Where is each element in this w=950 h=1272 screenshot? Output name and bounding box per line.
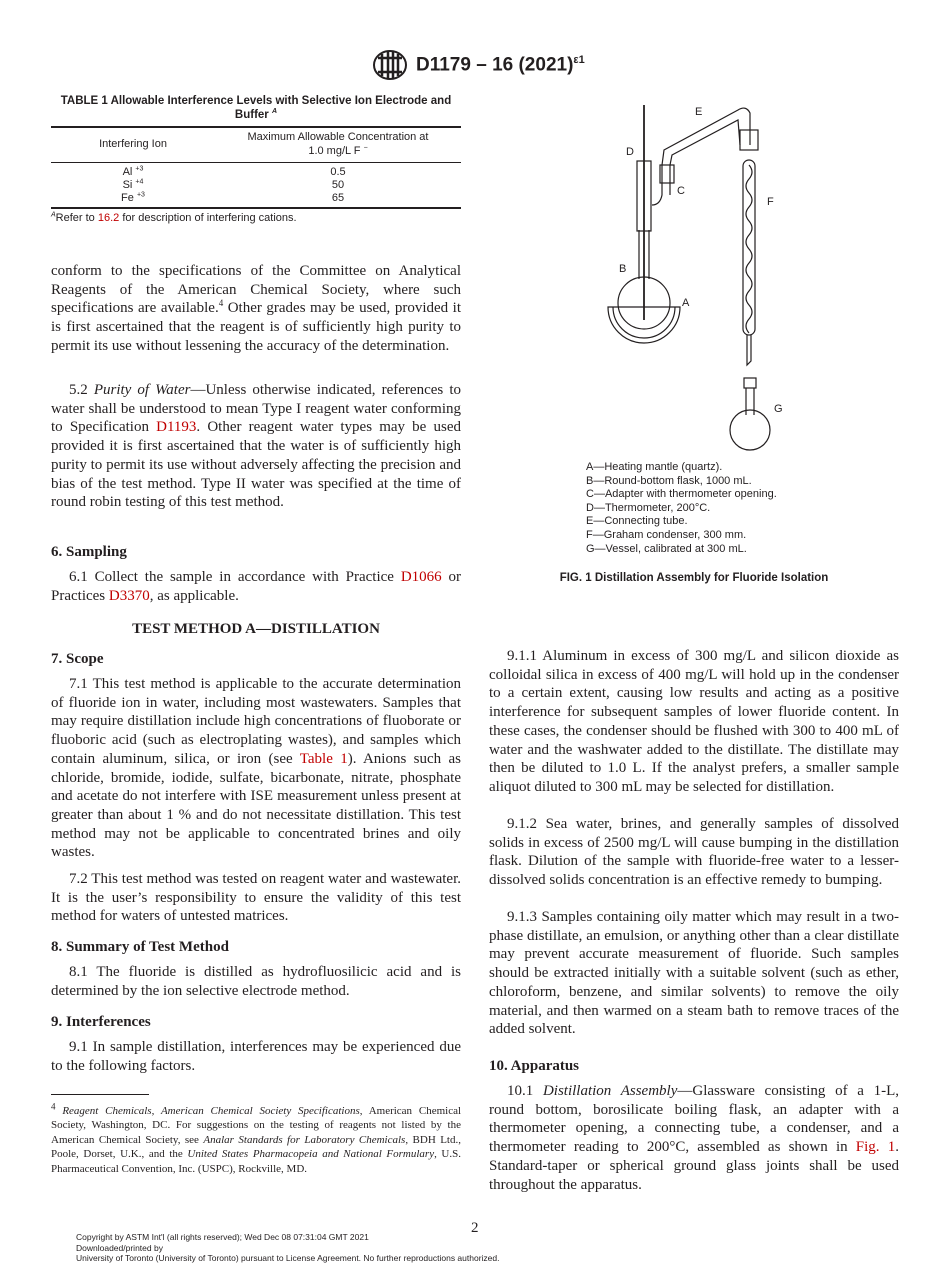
paragraph [489,1082,899,1194]
paragraph [51,381,461,512]
col2-sup: − [363,144,368,152]
footnote [51,1101,462,1176]
text-run: 8. Summary of Test Method [51,939,229,955]
text-run: or Practices [51,569,462,604]
paragraph [51,568,461,605]
text-run: 9.1.1 Aluminum in excess of 300 mg/L and silicon dioxide as colloidal silica in excess of 400 mg/L will hold up in the condenser to a certain extent, causing low results and acting as a positive interference for subsequent samples of lower fluoride content. In these cases, the condenser should be flushed with 300 to 400 mL of water and the washwater added to the distillate. The distillate may then be diluted to 1.0 L. If the analyst prefers, a smaller sample aliquot diluted to 300 mL may be selected for distillation. [489,648,899,795]
text-run: , as applicable. [149,587,239,604]
text-run: , U.S. Pharmaceutical Convention, Inc. (USPC), Rockville, MD. [51,1148,461,1175]
note-text: Refer to [55,212,98,224]
value: 0.5 [330,166,346,178]
legend-item: C—Adapter with thermometer opening. [586,488,777,501]
text-run: ). Anions such as chloride, bromide, iodide, sulfate, bicarbonate, nitrate, phosphate and acetate do not interfere with ISE measurement unless present at greater than about 1 % and do not necessitate distillation. This test method may not be applicable to concentrated brines and oily wastes. [51,750,461,861]
col2-line2: 1.0 mg/L F [308,145,361,157]
section-link[interactable]: 16.2 [97,212,120,224]
paragraph [489,908,899,1039]
legend-item: F—Graham condenser, 300 mm. [586,528,747,541]
paragraph [51,1038,461,1075]
receiving-vessel [730,410,770,450]
table-footnote [51,212,297,225]
text-run: 7.1 This test method is applicable to the accurate determination of fluoride ion in water, including most wastewaters. Samples that may require distillation include high concentrations of fluoborate or fluoboric acid (such as electroplating wastes), and samples which contain aluminum, silica, or iron (see [51,676,461,767]
text-run: . Other reagent water types may be used provided it is first ascertained that the water is of sufficiently high purity to permit its use without adversely affecting the precision and bias of the test method. Type II water was specified at the time of round robin testing of this test method. [51,419,461,511]
reference-link[interactable]: Table 1 [299,750,348,767]
label-d: D [626,146,634,158]
ion: Al [122,166,133,178]
value: 50 [331,179,345,191]
text-run: 5.2 [69,382,94,398]
copyright-footer [76,1232,500,1264]
reference-link[interactable]: D1066 [400,569,442,585]
figure-legend [586,461,777,556]
text-run: 9.1.2 Sea water, brines, and generally samples of dissolved solids in excess of 2500 mg/L will cause bumping in the distillation flask. Dilution of the sample with fluoride-free water to a lesser-dissolved solids concentration is an effective remedy to bumping. [489,816,899,889]
legend-item: E—Connecting tube. [586,515,688,528]
connecting-tube [652,108,750,205]
table-caption-text: TABLE 1 Allowable Interference Levels with Selective Ion Electrode and Buffer [60,95,452,121]
text-run: —Unless otherwise indicated, references to water shall be understood to mean Type I reagent water conforming to Specification [51,382,461,436]
legend-item: A—Heating mantle (quartz). [586,461,723,473]
connecting-tube-inner [670,120,740,195]
label-g: G [774,403,783,415]
interference-table [51,126,461,209]
label-a: A [682,297,690,309]
text-run: Reagent Chemicals, American Chemical Society Specifications [62,1105,360,1117]
text-run: 10. Apparatus [489,1058,580,1074]
footnote-ref: 4 [218,298,224,309]
distillation-assembly-figure [580,95,820,460]
section-heading [51,938,461,957]
text-run: Analar Standards for Laboratory Chemicals [203,1133,406,1146]
note-text: for description of interfering cations. [119,212,297,224]
page-number: 2 [471,1220,479,1236]
condenser-coil [746,165,752,333]
section-heading [489,1057,899,1076]
text-run: 6. Sampling [51,544,127,560]
charge: +4 [135,178,144,186]
legend-item: G—Vessel, calibrated at 300 mL. [586,542,747,555]
reference-link[interactable]: D1193 [156,419,197,436]
footer-line: University of Toronto (University of Toronto) pursuant to License Agreement. No further reproductions authorized. [76,1253,500,1263]
label-b: B [619,263,627,275]
col-max-concentration [215,127,461,163]
charge: +3 [135,165,144,173]
value: 65 [215,192,461,208]
text-run: 10.1 [507,1083,543,1099]
ion: Fe [121,192,134,204]
condenser-outlet [747,335,751,365]
vessel-neck [746,388,754,415]
footnote-ref: 4 [51,1101,56,1112]
col-interfering-ion: Interfering Ion [51,127,215,163]
note-mark: A [51,211,56,219]
designation: D1179 – 16 (2021) [416,54,574,76]
text-run: —Glassware consisting of a 1-L, round bottom, borosilicate boiling flask, an adapter with a thermometer opening, a connecting tube, a condenser, and a thermometer reading to 200°C, assembled as shown in [489,1083,900,1156]
reference-link[interactable]: Fig. 1 [855,1139,896,1156]
document-header [372,50,585,80]
vessel-stopper [744,378,756,388]
table-row [51,192,461,208]
charge: +3 [136,191,145,199]
paragraph [51,262,461,356]
text-run: Purity of Water [93,382,191,398]
text-run: Other grades may be used, provided it is first ascertained that the reagent is of sufficiently high purity to permit its use without lessening the accuracy of the determination. [51,300,461,354]
table-row [51,163,461,180]
table-row [51,179,461,192]
text-run: . Standard-taper or spherical ground glass joints shall be used throughout the apparatus. [489,1139,899,1193]
table-caption-note: A [272,108,278,116]
figure-caption: FIG. 1 Distillation Assembly for Fluoride Isolation [559,572,829,584]
legend-item: B—Round-bottom flask, 1000 mL. [586,474,752,487]
label-c: C [677,185,685,197]
text-run: 9.1.3 Samples containing oily matter which may result in a two-phase distillate, an emulsion, or anything other than a clear distillate may prevent accurate measurement of fluoride. Such samples should be extracted initially with a suitable solvent (such as ether, chloroform, benzene, and similar solvents) to remove the oily material, and then warmed on a steam bath to remove traces of the added solvent. [489,909,899,1038]
footer-line: Downloaded/printed by [76,1242,163,1253]
text-run: 7.2 This test method was tested on reagent water and wastewater. It is the user’s responsibility to ensure the validity of this test method for waters of untested matrices. [51,871,461,925]
text-run: TEST METHOD A—DISTILLATION [132,621,380,637]
section-heading [51,620,461,639]
epsilon-mark: ε1 [573,53,585,66]
text-run: 7. Scope [51,651,104,667]
section-heading [51,650,461,669]
footer-line: Copyright by ASTM Int'l (all rights reserved); Wed Dec 08 07:31:04 GMT 2021 [76,1232,369,1242]
col2-line1: Maximum Allowable Concentration at [247,131,429,143]
section-heading [51,543,461,562]
text-run: 6.1 Collect the sample in accordance with Practice [69,569,401,585]
table-header-row [51,127,461,163]
section-heading [51,1013,461,1032]
paragraph [51,963,461,1000]
legend-item: D—Thermometer, 200°C. [586,501,711,514]
text-run: United States Pharmacopeia and National Formulary [187,1148,435,1161]
joint [740,130,758,150]
footnote-divider [51,1094,149,1095]
text-run: 8.1 The fluoride is distilled as hydrofluosilicic acid and is determined by the ion selective electrode method. [51,964,461,999]
text-run: , American Chemical Society, Washington, DC. For suggestions on the testing of reagents not listed by the American Chemical Society, see [51,1105,462,1146]
condenser [743,160,755,335]
text-run: conform to the specifications of the Committee on Analytical Reagents of the American Chemical Society, where such specifications are available. [51,263,461,317]
paragraph [51,870,461,926]
paragraph [51,675,461,862]
label-f: F [767,196,774,208]
astm-logo-icon [372,50,408,80]
text-run: 9. Interferences [51,1014,151,1030]
paragraph [489,647,899,797]
text-run: Distillation Assembly [542,1083,678,1099]
text-run: , BDH Ltd., Poole, Dorset, U.K., and the [51,1133,461,1161]
text-run: 9.1 In sample distillation, interferences may be experienced due to the following factors. [51,1039,461,1074]
paragraph [489,815,899,890]
ion: Si [122,179,133,191]
table-caption [51,94,461,122]
label-e: E [695,106,703,118]
reference-link[interactable]: D3370 [108,587,150,604]
